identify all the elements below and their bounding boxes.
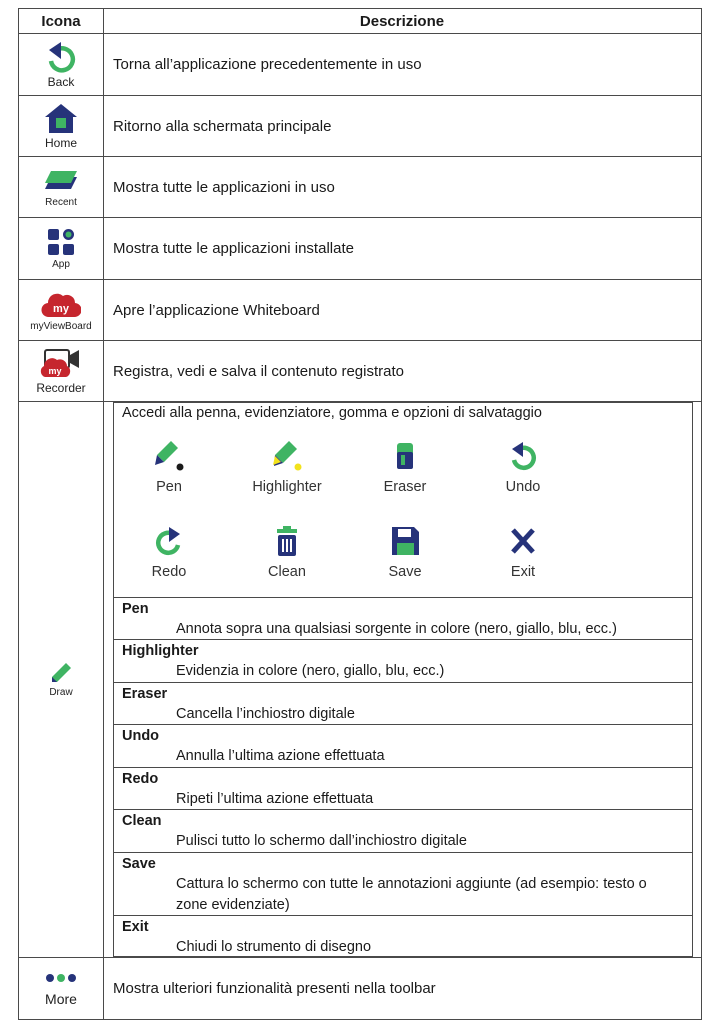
row-description: Mostra tutte le applicazioni installate	[113, 240, 354, 257]
close-x-icon	[505, 524, 541, 558]
icon-label: Recent	[45, 196, 77, 208]
term-eraser: Eraser	[122, 686, 168, 702]
highlighter-icon	[269, 439, 305, 473]
tool-redo	[114, 524, 224, 580]
trash-icon	[269, 524, 305, 558]
term-eraser-desc: Cancella l’inchiostro digitale	[176, 706, 355, 722]
save-icon	[387, 524, 423, 558]
table-row	[19, 34, 701, 95]
tool-label: Pen	[156, 479, 182, 495]
term-clean: Clean	[122, 813, 162, 829]
term-save-desc: Cattura lo schermo con tutte le annotazioni aggiunte (ad esempio: testo o zone evidenziate)	[176, 876, 647, 913]
table-row	[19, 218, 701, 279]
row-description: Ritorno alla schermata principale	[113, 117, 332, 135]
term-exit: Exit	[122, 919, 149, 935]
back-arrow-icon	[45, 41, 77, 73]
header-icon: Icona	[41, 12, 81, 30]
icon-label: Recorder	[36, 381, 86, 395]
row-description: Registra, vedi e salva il contenuto registrato	[113, 362, 404, 380]
term-highlighter-desc: Evidenzia in colore (nero, giallo, blu, ecc.)	[176, 663, 445, 679]
more-dots-icon	[44, 971, 78, 985]
term-divider	[114, 767, 692, 768]
recent-stack-icon	[43, 167, 79, 195]
tool-exit	[468, 524, 578, 580]
svg-text:my: my	[48, 366, 62, 376]
table-row	[19, 280, 701, 340]
term-exit-desc: Chiudi lo strumento di disegno	[176, 939, 372, 955]
myviewboard-cloud-icon	[41, 289, 81, 319]
home-icon	[44, 102, 78, 134]
tool-pen	[114, 439, 224, 495]
row-description: Mostra ulteriori funzionalità presenti nella toolbar	[113, 980, 436, 997]
term-divider	[114, 682, 692, 683]
tool-eraser	[350, 439, 460, 495]
row-description: Apre l’applicazione Whiteboard	[113, 301, 320, 319]
tool-save	[350, 524, 460, 580]
table-row	[19, 958, 701, 1019]
term-undo: Undo	[122, 728, 160, 744]
term-pen: Pen	[122, 601, 149, 617]
term-redo-desc: Ripeti l’ultima azione effettuata	[176, 791, 374, 807]
icon-description-table	[18, 8, 702, 1020]
icon-label: More	[45, 990, 77, 1007]
term-clean-desc: Pulisci tutto lo schermo dall’inchiostro digitale	[176, 833, 467, 849]
app-grid-icon	[46, 227, 76, 257]
pen-icon	[151, 439, 187, 473]
draw-intro: Accedi alla penna, evidenziatore, gomma e opzioni di salvataggio	[122, 405, 542, 421]
row-description: Mostra tutte le applicazioni in uso	[113, 178, 335, 196]
row-description: Torna all’applicazione precedentemente in uso	[113, 56, 422, 73]
icon-label: Draw	[49, 687, 73, 698]
icon-label: myViewBoard	[30, 320, 92, 332]
table-row	[19, 157, 701, 217]
term-divider	[114, 597, 692, 598]
table-row	[19, 96, 701, 156]
tool-label: Eraser	[383, 479, 427, 495]
icon-label: Back	[47, 74, 75, 89]
term-save: Save	[122, 856, 156, 872]
tool-clean	[232, 524, 342, 580]
tool-label: Redo	[151, 564, 187, 580]
tool-label: Clean	[268, 564, 306, 580]
tool-label: Exit	[510, 564, 536, 580]
tool-undo	[468, 439, 578, 495]
table-row	[19, 341, 701, 401]
tool-label: Highlighter	[252, 479, 322, 495]
draw-tools-box	[113, 402, 693, 957]
term-pen-desc: Annota sopra una qualsiasi sorgente in colore (nero, giallo, blu, ecc.)	[176, 621, 617, 637]
icon-label: Home	[44, 136, 77, 150]
term-highlighter: Highlighter	[122, 643, 199, 659]
term-undo-desc: Annulla l’ultima azione effettuata	[176, 748, 385, 764]
eraser-icon	[387, 439, 423, 473]
undo-icon	[505, 439, 541, 473]
term-redo: Redo	[122, 771, 159, 787]
header-description: Descrizione	[359, 12, 445, 30]
tool-highlighter	[232, 439, 342, 495]
svg-text:my: my	[53, 302, 69, 315]
pencil-icon	[49, 661, 73, 685]
tool-label: Save	[388, 564, 422, 580]
icon-label: App	[52, 259, 70, 270]
redo-icon	[151, 524, 187, 558]
tool-label: Undo	[505, 479, 541, 495]
recorder-camera-icon	[37, 347, 85, 379]
term-divider	[114, 852, 692, 853]
